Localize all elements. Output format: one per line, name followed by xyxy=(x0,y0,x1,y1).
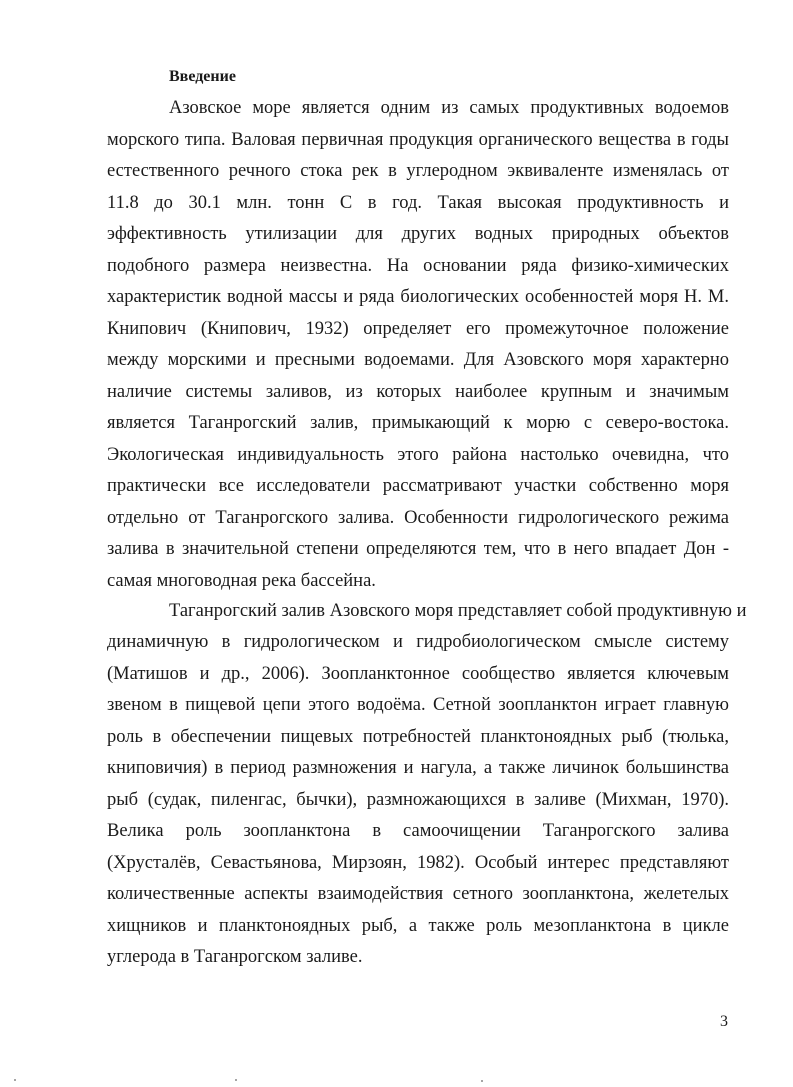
text-line: отдельно от Таганрогского залива. Особенности гидрологического режима xyxy=(107,508,729,528)
section-heading: Введение xyxy=(169,68,236,85)
text-line: эффективность утилизации для других водных природных объектов xyxy=(107,224,729,244)
scan-speck xyxy=(235,1079,237,1081)
text-line: залива в значительной степени определяются тем, что в него впадает Дон - xyxy=(107,539,729,559)
text-line: между морскими и пресными водоемами. Для Азовского моря характерно xyxy=(107,350,729,370)
text-line: подобного размера неизвестна. На основании ряда физико-химических xyxy=(107,256,729,276)
text-line: самая многоводная река бассейна. xyxy=(107,571,376,591)
text-line: количественные аспекты взаимодействия сетного зоопланктона, желетелых xyxy=(107,884,729,904)
text-line: Книпович (Книпович, 1932) определяет его промежуточное положение xyxy=(107,319,729,339)
text-line: хищников и планктоноядных рыб, а также роль мезопланктона в цикле xyxy=(107,916,729,936)
text-line: естественного речного стока рек в углеродном эквиваленте изменялась от xyxy=(107,161,729,181)
text-line: (Матишов и др., 2006). Зоопланктонное сообщество является ключевым xyxy=(107,664,729,684)
page-number: 3 xyxy=(720,1013,728,1030)
text-line: наличие системы заливов, из которых наиболее крупным и значимым xyxy=(107,382,729,402)
text-line: углерода в Таганрогском заливе. xyxy=(107,947,363,967)
text-line: практически все исследователи рассматривают участки собственно моря xyxy=(107,476,729,496)
scan-speck xyxy=(481,1080,483,1082)
text-line: рыб (судак, пиленгас, бычки), размножающихся в заливе (Михман, 1970). xyxy=(107,790,729,810)
text-line: характеристик водной массы и ряда биологических особенностей моря Н. М. xyxy=(107,287,729,307)
text-line: Велика роль зоопланктона в самоочищении Таганрогского залива xyxy=(107,821,729,841)
text-line: (Хрусталёв, Севастьянова, Мирзоян, 1982). Особый интерес представляют xyxy=(107,853,729,873)
text-line: роль в обеспечении пищевых потребностей планктоноядных рыб (тюлька, xyxy=(107,727,729,747)
text-line: 11.8 до 30.1 млн. тонн С в год. Такая высокая продуктивность и xyxy=(107,193,729,213)
text-line: является Таганрогский залив, примыкающий к морю с северо-востока. xyxy=(107,413,729,433)
text-line: Таганрогский залив Азовского моря представляет собой продуктивную и xyxy=(169,601,747,621)
text-line: Экологическая индивидуальность этого района настолько очевидна, что xyxy=(107,445,729,465)
text-line: Азовское море является одним из самых продуктивных водоемов xyxy=(169,98,729,118)
scan-speck xyxy=(14,1079,16,1081)
text-line: книповичия) в период размножения и нагула, а также личинок большинства xyxy=(107,758,729,778)
text-line: морского типа. Валовая первичная продукция органического вещества в годы xyxy=(107,130,729,150)
text-line: динамичную в гидрологическом и гидробиологическом смысле систему xyxy=(107,632,729,652)
text-line: звеном в пищевой цепи этого водоёма. Сетной зоопланктон играет главную xyxy=(107,695,729,715)
